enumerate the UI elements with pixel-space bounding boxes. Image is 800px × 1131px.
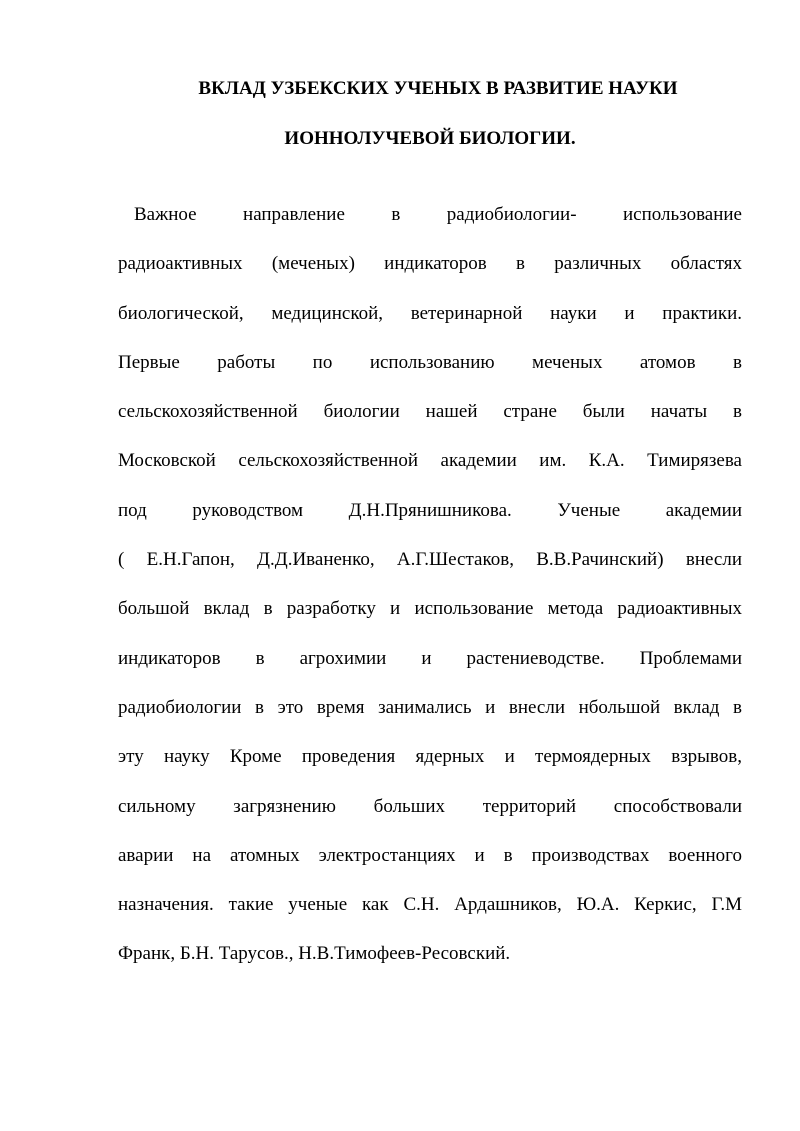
body-line: аварии на атомных электростанциях и в производствах военного	[118, 844, 742, 866]
body-line: большой вклад в разработку и использование метода радиоактивных	[118, 598, 742, 620]
document-title-line-2: ИОННОЛУЧЕВОЙ БИОЛОГИИ.	[284, 128, 576, 149]
document-title-line-1: ВКЛАД УЗБЕКСКИХ УЧЕНЫХ В РАЗВИТИЕ НАУКИ	[198, 78, 678, 99]
body-line: биологической, медицинской, ветеринарной науки и практики.	[118, 302, 742, 324]
body-line: Первые работы по использованию меченых атомов в	[118, 351, 742, 373]
body-line: радиоактивных (меченых) индикаторов в различных областях	[118, 253, 742, 275]
body-line: эту науку Кроме проведения ядерных и термоядерных взрывов,	[118, 746, 742, 768]
body-line: сильному загрязнению больших территорий способствовали	[118, 795, 742, 817]
body-line: назначения. такие ученые как С.Н. Ардашников, Ю.А. Керкис, Г.М	[118, 894, 742, 916]
body-line: индикаторов в агрохимии и растениеводстве. Проблемами	[118, 647, 742, 669]
body-line: сельскохозяйственной биологии нашей стране были начаты в	[118, 401, 742, 423]
body-line-last: Франк, Б.Н. Тарусов., Н.В.Тимофеев-Ресовский.	[118, 943, 511, 965]
body-line: под руководством Д.Н.Прянишникова. Ученые академии	[118, 499, 742, 521]
document-body	[118, 190, 742, 979]
body-line: Важное направление в радиобиологии- использование	[134, 204, 742, 225]
body-line: Московской сельскохозяйственной академии им. К.А. Тимирязева	[118, 450, 742, 472]
body-line: радиобиологии в это время занимались и внесли нбольшой вклад в	[118, 696, 742, 718]
body-line: ( Е.Н.Гапон, Д.Д.Иваненко, А.Г.Шестаков, В.В.Рачинский) внесли	[118, 549, 742, 571]
